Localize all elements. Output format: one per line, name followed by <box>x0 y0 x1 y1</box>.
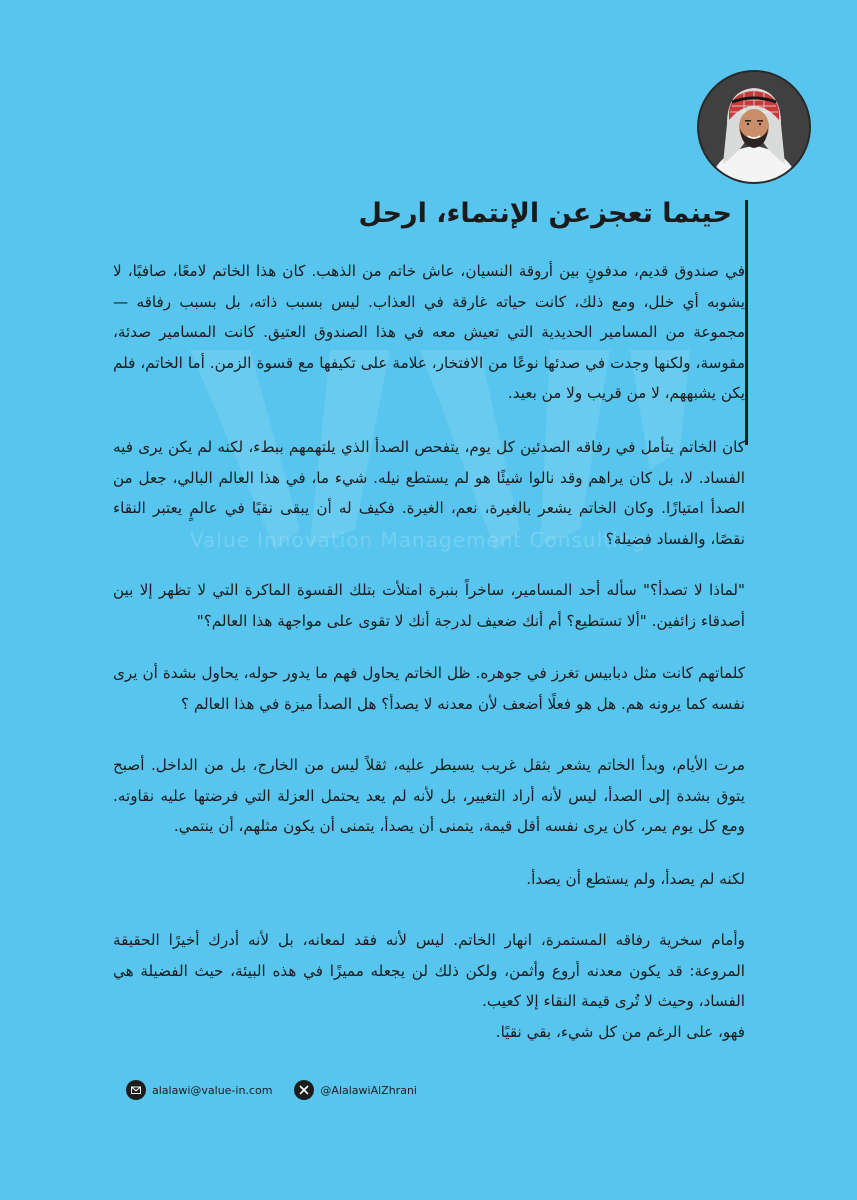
article-paragraph: كلماتهم كانت مثل دبابيس تغرز في جوهره. ظل الخاتم يحاول فهم ما يدور حوله، يحاول بشدة أن يرى نفسه كما يرونه هم. هل هو فعلًا أضعف لأن معدنه لا يصدأ؟ هل الصدأ ميزة في هذا العالم ؟ <box>113 664 745 713</box>
article-paragraph: "لماذا لا تصدأ؟" سأله أحد المسامير، ساخراً بنبرة امتلأت بتلك القسوة الماكرة التي لا تظهر إلا بين أصدقاء زائفين. "ألا تستطيع؟ أم أنك ضعيف لدرجة أنك لا تقوى على مواجهة هذا العالم؟" <box>113 581 745 630</box>
x-handle[interactable]: @AlalawiAlZhrani <box>320 1083 417 1097</box>
title-accent-bar <box>745 200 748 445</box>
x-logo-icon <box>294 1080 314 1100</box>
footer-x-handle[interactable] <box>294 1080 417 1100</box>
author-photo-illustration <box>699 72 809 182</box>
email-icon <box>126 1080 146 1100</box>
article-paragraph: مرت الأيام، وبدأ الخاتم يشعر بثقل غريب يسيطر عليه، ثقلاً ليس من الخارج، بل من الداخل. أصبح يتوق بشدة إلى الصدأ، ليس لأنه أراد التغيير، بل لأنه لم يعد يحتمل العزلة التي فرضتها عليه نقاوته. ومع كل يوم يمر، كان يرى نفسه أقل قيمة، يتمنى أن يصدأ، يتمنى أن يكون مثلهم، أن ينتمي. <box>113 756 745 835</box>
article-paragraph: كان الخاتم يتأمل في رفاقه الصدئين كل يوم، يتفحص الصدأ الذي يلتهمهم ببطء، لكنه لم يكن يرى فيه الفساد. لا، بل كان يراهم وقد نالوا شيئًا هو لم يستطع نيله. شيء ما، في هذا العالم البالي، جعل من الصدأ امتيازًا. وكان الخاتم يشعر بالغيرة، نعم، الغيرة. فكيف له أن يبقى نقيًا في عالمٍ يعتبر النقاء نقصًا، والفساد فضيلة؟ <box>113 438 745 548</box>
article-title: حينما تعجزعن الإنتماء، ارحل <box>358 198 732 229</box>
footer-email[interactable] <box>126 1080 272 1100</box>
author-photo <box>697 70 811 184</box>
article-paragraph: وأمام سخرية رفاقه المستمرة، انهار الخاتم. ليس لأنه فقد لمعانه، بل لأنه أدرك أخيرًا الحقيقة المروعة: قد يكون معدنه أروع وأثمن، ولكن ذلك لن يجعله مميزًا في هذه البيئة، حيث الفضيلة هي الفساد، وحيث لا تُرى قيمة النقاء إلا كعيب. <box>113 931 745 1010</box>
watermark-text: Value Innovation Management Consulting <box>190 528 646 552</box>
article-paragraph: في صندوق قديم، مدفونٍ بين أروقة النسيان، عاش خاتم من الذهب. كان هذا الخاتم لامعًا، صافيًا، لا يشوبه أي خلل، ومع ذلك، كانت حياته غارقة في العذاب. ليس بسبب ذاته، بل بسبب رفاقه — مجموعة من المسامير الحديدية التي تعيش معه في هذا الصندوق العتيق. كانت المسامير صدئة، مقوسة، ولكنها وجدت في صدئها نوعًا من الافتخار، علامة على تكيفها مع قسوة الزمن. أما الخاتم، فلم يكن يشبههم، لا من قريب ولا من بعيد. <box>113 262 745 402</box>
article-closing <box>113 925 745 1047</box>
article-paragraph: فهو، على الرغم من كل شيء، بقي نقيًا. <box>495 1022 745 1041</box>
email-address[interactable]: alalawi@value-in.com <box>152 1083 273 1097</box>
article-paragraph: لكنه لم يصدأ، ولم يستطع أن يصدأ. <box>526 870 745 888</box>
footer-contacts <box>126 1077 439 1103</box>
